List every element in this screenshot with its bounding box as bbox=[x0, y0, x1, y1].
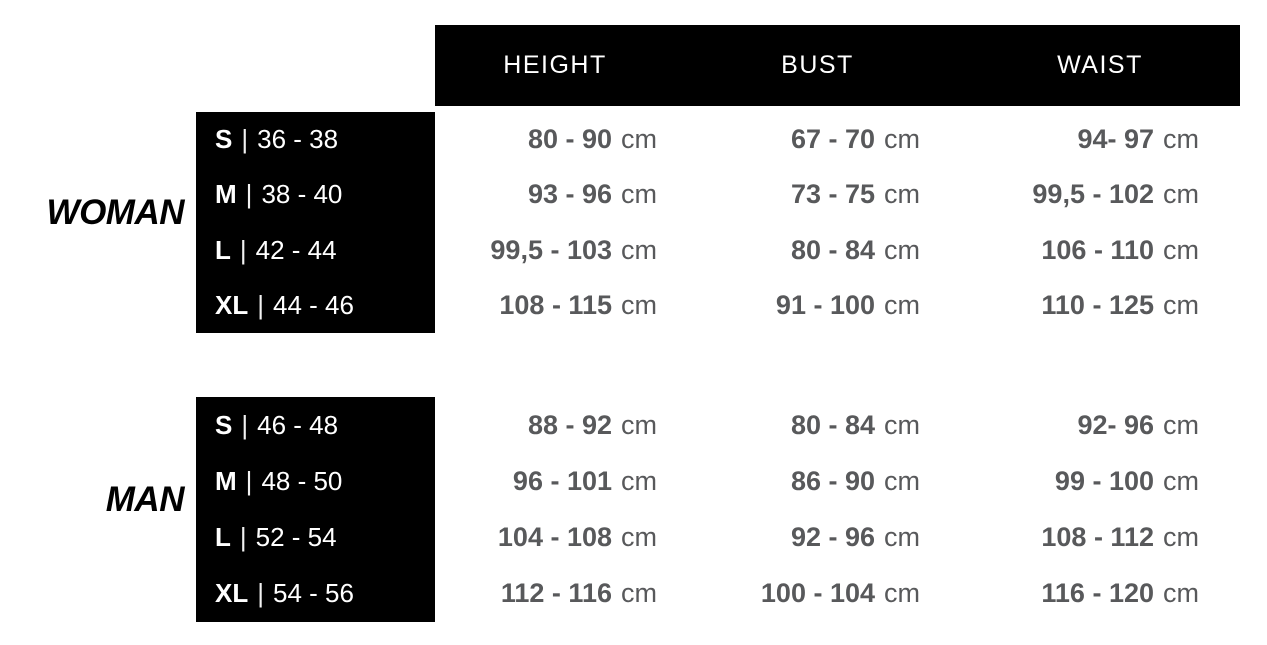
waist-value: 94- 97 cm bbox=[1077, 124, 1199, 155]
height-value: 93 - 96 cm bbox=[527, 179, 657, 210]
unit-label: cm bbox=[1163, 289, 1199, 320]
unit-label: cm bbox=[621, 578, 657, 609]
height-value: 96 - 101 cm bbox=[512, 465, 657, 496]
unit-label: cm bbox=[621, 289, 657, 320]
unit-label: cm bbox=[1163, 234, 1199, 265]
pipe-separator: | bbox=[257, 578, 264, 609]
unit-label: cm bbox=[621, 124, 657, 155]
section-man bbox=[0, 397, 1240, 622]
size-cell: XL | 54 - 56 bbox=[196, 566, 435, 622]
bust-value: 67 - 70 cm bbox=[790, 124, 920, 155]
column-header-waist: WAIST bbox=[1057, 51, 1143, 79]
height-value: 88 - 92 cm bbox=[527, 409, 657, 440]
size-cell: S | 36 - 38 bbox=[196, 112, 435, 167]
waist-value: 92- 96 cm bbox=[1077, 409, 1199, 440]
waist-value: 106 - 110 cm bbox=[1041, 234, 1199, 265]
bust-value: 92 - 96 cm bbox=[790, 522, 920, 553]
section-label-man: MAN bbox=[105, 479, 184, 519]
height-value: 99,5 - 103 cm bbox=[490, 234, 657, 265]
size-cell: S | 46 - 48 bbox=[196, 397, 435, 453]
waist-value: 116 - 120 cm bbox=[1041, 578, 1199, 609]
unit-label: cm bbox=[884, 179, 920, 210]
unit-label: cm bbox=[884, 522, 920, 553]
unit-label: cm bbox=[621, 409, 657, 440]
bust-value: 80 - 84 cm bbox=[790, 409, 920, 440]
unit-label: cm bbox=[621, 522, 657, 553]
unit-label: cm bbox=[1163, 578, 1199, 609]
column-header-height: HEIGHT bbox=[503, 51, 607, 79]
unit-label: cm bbox=[884, 289, 920, 320]
pipe-separator: | bbox=[241, 124, 249, 155]
unit-label: cm bbox=[884, 465, 920, 496]
unit-label: cm bbox=[621, 234, 657, 265]
pipe-separator: | bbox=[241, 409, 249, 440]
height-value: 80 - 90 cm bbox=[527, 124, 657, 155]
pipe-separator: | bbox=[245, 179, 253, 210]
size-cell: M | 48 - 50 bbox=[196, 453, 435, 509]
unit-label: cm bbox=[884, 124, 920, 155]
bust-value: 100 - 104 cm bbox=[760, 578, 920, 609]
unit-label: cm bbox=[1163, 465, 1199, 496]
bust-value: 86 - 90 cm bbox=[790, 465, 920, 496]
pipe-separator: | bbox=[257, 289, 264, 320]
bust-value: 80 - 84 cm bbox=[790, 234, 920, 265]
unit-label: cm bbox=[1163, 409, 1199, 440]
pipe-separator: | bbox=[245, 465, 253, 496]
height-value: 112 - 116 cm bbox=[500, 578, 657, 609]
bust-value: 91 - 100 cm bbox=[775, 289, 920, 320]
waist-value: 110 - 125 cm bbox=[1041, 289, 1199, 320]
unit-label: cm bbox=[884, 578, 920, 609]
unit-label: cm bbox=[1163, 522, 1199, 553]
unit-label: cm bbox=[884, 409, 920, 440]
pipe-separator: | bbox=[239, 234, 247, 265]
height-value: 104 - 108 cm bbox=[497, 522, 657, 553]
size-cell: XL | 44 - 46 bbox=[196, 278, 435, 333]
waist-value: 108 - 112 cm bbox=[1041, 522, 1199, 553]
unit-label: cm bbox=[621, 465, 657, 496]
size-cell: M | 38 - 40 bbox=[196, 167, 435, 222]
height-value: 108 - 115 cm bbox=[499, 289, 657, 320]
section-label-woman: WOMAN bbox=[46, 192, 184, 232]
section-woman bbox=[0, 112, 1240, 333]
size-cell: L | 42 - 44 bbox=[196, 223, 435, 278]
unit-label: cm bbox=[1163, 124, 1199, 155]
waist-value: 99 - 100 cm bbox=[1054, 465, 1199, 496]
unit-label: cm bbox=[621, 179, 657, 210]
measurement-header-bar bbox=[435, 25, 1240, 106]
bust-value: 73 - 75 cm bbox=[790, 179, 920, 210]
column-header-bust: BUST bbox=[781, 51, 854, 79]
size-cell: L | 52 - 54 bbox=[196, 510, 435, 566]
unit-label: cm bbox=[1163, 179, 1199, 210]
pipe-separator: | bbox=[239, 522, 247, 553]
unit-label: cm bbox=[884, 234, 920, 265]
waist-value: 99,5 - 102 cm bbox=[1032, 179, 1199, 210]
